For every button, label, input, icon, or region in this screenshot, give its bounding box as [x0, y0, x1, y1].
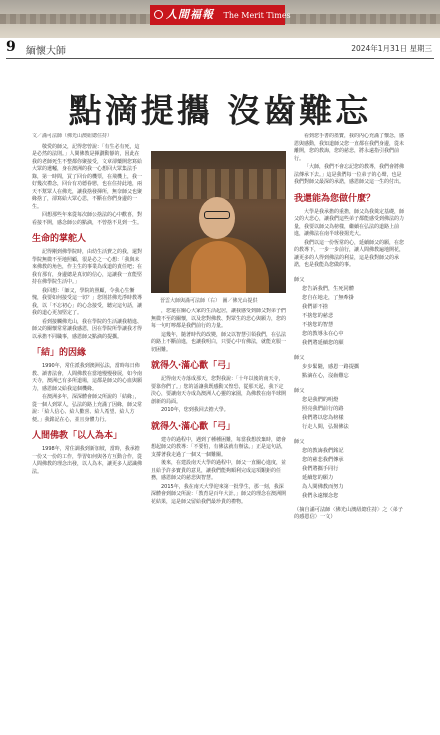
- newspaper-logo[interactable]: [150, 5, 291, 25]
- article-footnote: （摘自滿可法師〈佛光山澳紐總住持〉之〈弟子的感恩信〉一文）: [294, 506, 403, 520]
- section-name: 緬懷大師: [26, 46, 66, 57]
- paragraph: 敬愛的師父，記得您曾說：「有生必有死，這是必然的法則。」人間佛教是揮劃動靜的，因此在我的老師死生不整都你聚接受，文章卻藥開您寫給大眾的遺囑，身在澳洲的我一心想回大眾集法手錄，第一時間，買了回台的機票，在飛機上，我一好幾次禮念，回台有功德眷戀，也在住持此地，兩天不幫眾人在佛光，讓我捨發揮所，無奈師父也聚緣捨了，卻寫給大眾心思，不斷在你們身邊的一生。: [32, 143, 143, 210]
- column-1-section-3: [32, 446, 144, 476]
- subheading-people-oriented: 人間佛教「以人為本」: [32, 431, 123, 441]
- paragraph: 記得南天寺落成那天，您對我說：「十年以後的南天寺，要靠你們了。」您的話讓我既感動又惶恐，從那天起，我下定決心，要讓南天寺成為澳洲人心靈的家園，為佛教在南半球開創新的局面。: [151, 376, 286, 405]
- masthead-banner: [0, 0, 440, 38]
- paragraph: 記得剛到佛學院時，由幼生活費之的我，還對學院無微不至地照顧，很是必之一心想：「我與未來佛教的角色，作主生的事業為成道的責任吧；在我有那有，身邊總是真切的信心，這讓我一直能堅持在佛學院生活中。」: [32, 249, 143, 285]
- column-1-intro: [32, 144, 144, 228]
- poem-stanza-heading: 師父: [294, 276, 305, 283]
- publish-date: 2024年1月31日 星期三: [351, 44, 432, 53]
- subheading-joyful-bow-2: 就得久‧滿心歡「弓」: [151, 421, 236, 432]
- poem-stanza-heading: 師父: [294, 438, 305, 445]
- poem-line: 不捨您的智慧: [302, 321, 334, 328]
- paragraph: 2015年，我在南天大學迎來第一批學生，那一刻，我深深體會到師父所說：「教育是百年大計。」師父的理念在澳洲開花結果，這是師父留給我們最珍貴的禮物。: [151, 483, 286, 505]
- column-3-intro: [294, 133, 406, 187]
- photo-figure-inner-robe: [191, 241, 246, 293]
- poem-line: 您的慈悲我們傳承: [302, 456, 344, 463]
- paragraph: 這幾年，隨著時代的改變，師父以智慧引領我們，在弘法的路上不斷前進，也讓我明白，只要心中有佛法，就能克服一切困難。: [151, 331, 286, 353]
- poem-stanza-heading: 師父: [294, 354, 305, 361]
- logo-chinese-name: 人間福報: [166, 8, 214, 21]
- paragraph: 1998年，常住調我到新加坡，當時，我承擔一份又一份的工作，學習如何與各方互動合作，從人間佛教的理念出發，以人為本，讓更多人認識佛法。: [32, 446, 143, 475]
- subheading-what-can-i-do: 我還能為您做什麼？: [294, 193, 376, 204]
- column-2-section-2: [151, 437, 286, 507]
- column-1-section-1: [32, 249, 144, 341]
- photo-figure-glasses: [204, 211, 230, 219]
- paragraph: 建寺的過程中，遇到了種種困難，每當我想放棄時，總會想起師父的教導：「不要怕，有佛法就有辦法。」正是這句話，支撐著我走過了一個又一個難關。: [151, 436, 286, 458]
- poem-line: 步步緊隨，感恩一路提攜: [302, 363, 360, 370]
- column-1-section-2: [32, 363, 144, 424]
- poem-line: 不捨您的慈悲: [302, 312, 334, 319]
- poem-line: 照亮我們前行的路: [302, 405, 344, 412]
- paragraph: 看到接觸佛光山，我在學院的生活讓我精進、師父的關懷常常讓我感恩，因在學院所學讓我才得以承擔不同職事，感恩師父點滴的提攜。: [32, 318, 143, 340]
- tribute-poem: [294, 276, 406, 501]
- poem-line: 我們將以您為榜樣: [302, 414, 344, 421]
- logo-mark-icon: [154, 10, 163, 19]
- subheading-joyful-bow: 就得久‧滿心歡「弓」: [151, 361, 236, 371]
- article-photo: [151, 151, 286, 293]
- subheading-connection: 「結」的因緣: [32, 348, 87, 358]
- paragraph: 我回想：「師父，學院的照顧，令我心生慚愧，我要如何接受這一切？」您則甚佛光淨時教導我，以「不忘初心」的心念接受，聽完這句話，讓我的道心更加堅定了。: [32, 287, 143, 316]
- poem-line: 行走人間，弘揚佛法: [302, 423, 349, 430]
- page-number: 9: [6, 39, 16, 55]
- logo-english-name: The Merit Times: [223, 11, 291, 20]
- article-title: 點滴提攜 沒齒難忘: [68, 91, 372, 130]
- column-2-section-1: [151, 376, 286, 415]
- poem-line: 您的教誨我們銘記: [302, 447, 344, 454]
- paragraph: ，您還在關心大家的生活起居，讓我感受到師父對弟子們無微不至的關懷，以及您對佛教、對眾生的悲心與願力，您的每一句叮嚀都是我們前行的力量。: [151, 308, 286, 329]
- page-header: [0, 38, 440, 58]
- article-byline: 文／滿可法師（佛光山澳紐總住持）: [32, 133, 113, 139]
- paragraph: 2010年，您到我回去擔大學。: [161, 407, 229, 413]
- poem-line: 我們永遠懷念您: [302, 492, 339, 499]
- paragraph: 在澳洲多年，深深體會師父所說的「結緣」，從一個人到眾人，弘法的路上充滿了因緣，師父常說：「給人信心、給人歡喜、給人希望、給人方便。」我銘記在心，並且身體力行。: [32, 394, 143, 423]
- article-column-1: [32, 133, 144, 693]
- article-column-3: [294, 133, 406, 693]
- poem-line: 您自在地走，了無牽掛: [302, 294, 354, 301]
- poem-line: 我們將攜手同行: [302, 465, 339, 472]
- paragraph: 回想那些年來從每次師公捨法的心中歡喜，對看接不開，感念師公的點滴，不曾捨不見到一生。: [32, 212, 143, 226]
- poem-line: 點滴在心，沒齒難忘: [302, 372, 349, 379]
- poem-line: 延續您的願力: [302, 474, 334, 481]
- paragraph: 「大師，我們不會忘記您的教導，我們會將佛法傳承下去。」這是我們每一位弟子的心聲，也是我們對師父最深的承諾，感恩師父這一生的付出。: [294, 164, 405, 185]
- paragraph: 大學是我承擔的重擔，師父為我奠定基礎，師父的大悲心，讓我們這些弟子都能感受到佛法的力量，我要以師父為榜樣，繼續在弘法的道路上前進，讓佛法在南半球發揚光大。: [294, 208, 405, 237]
- poem-line: 我們將延續您的願: [302, 339, 344, 346]
- paragraph: 後來，在建設南天大學的過程中，師父一直關心進度，並且給予許多寶貴的意見，讓我們能夠順利完成這項艱鉅的任務，感恩師父的慈悲與智慧。: [151, 460, 286, 481]
- poem-stanza-heading: 師父: [294, 387, 305, 394]
- poem-line: 您的教導永在心中: [302, 330, 344, 337]
- paragraph: 看到您手書的墨寶，我的內心充滿了懷念，感恩與感動，我知道師父您一直都在我們身邊，從未離開，您的教誨，您的慈悲，將永遠指引我們前行。: [294, 133, 405, 162]
- poem-line: 您告訴我們，生死同體: [302, 285, 354, 292]
- photo-background-shelves: [151, 169, 286, 199]
- paragraph: 我們以這一份恆常的心，延續師父的願，在您的教導下，一步一步前行，讓人間佛教遍地開花，讓更多的人得到佛法的利益，這是我對師父的承諾，也是我能為您做的事。: [294, 239, 405, 268]
- photo-caption: 晉雲大師與滿可法師（右） 圖／佛光山提供: [160, 298, 258, 304]
- poem-line: 您是我們的明燈: [302, 396, 339, 403]
- poem-line: 我們卻不捨: [302, 303, 328, 310]
- subheading-helmsman: 生命的掌舵人: [32, 234, 87, 244]
- column-3-section-1: [294, 209, 406, 270]
- paragraph: 1990年，常住派我到澳洲弘法，當時每日佈教、讀書法會，人間佛教在當地慢慢發展，如今南天寺，澳洲已有多所道場，這都是師父的心血與願力，感恩師父給我這個機緣。: [32, 363, 143, 392]
- article-column-2: [151, 308, 286, 693]
- poem-line: 為人間佛教而努力: [302, 483, 344, 490]
- column-2-intro: [151, 308, 286, 354]
- header-rule: [6, 58, 434, 59]
